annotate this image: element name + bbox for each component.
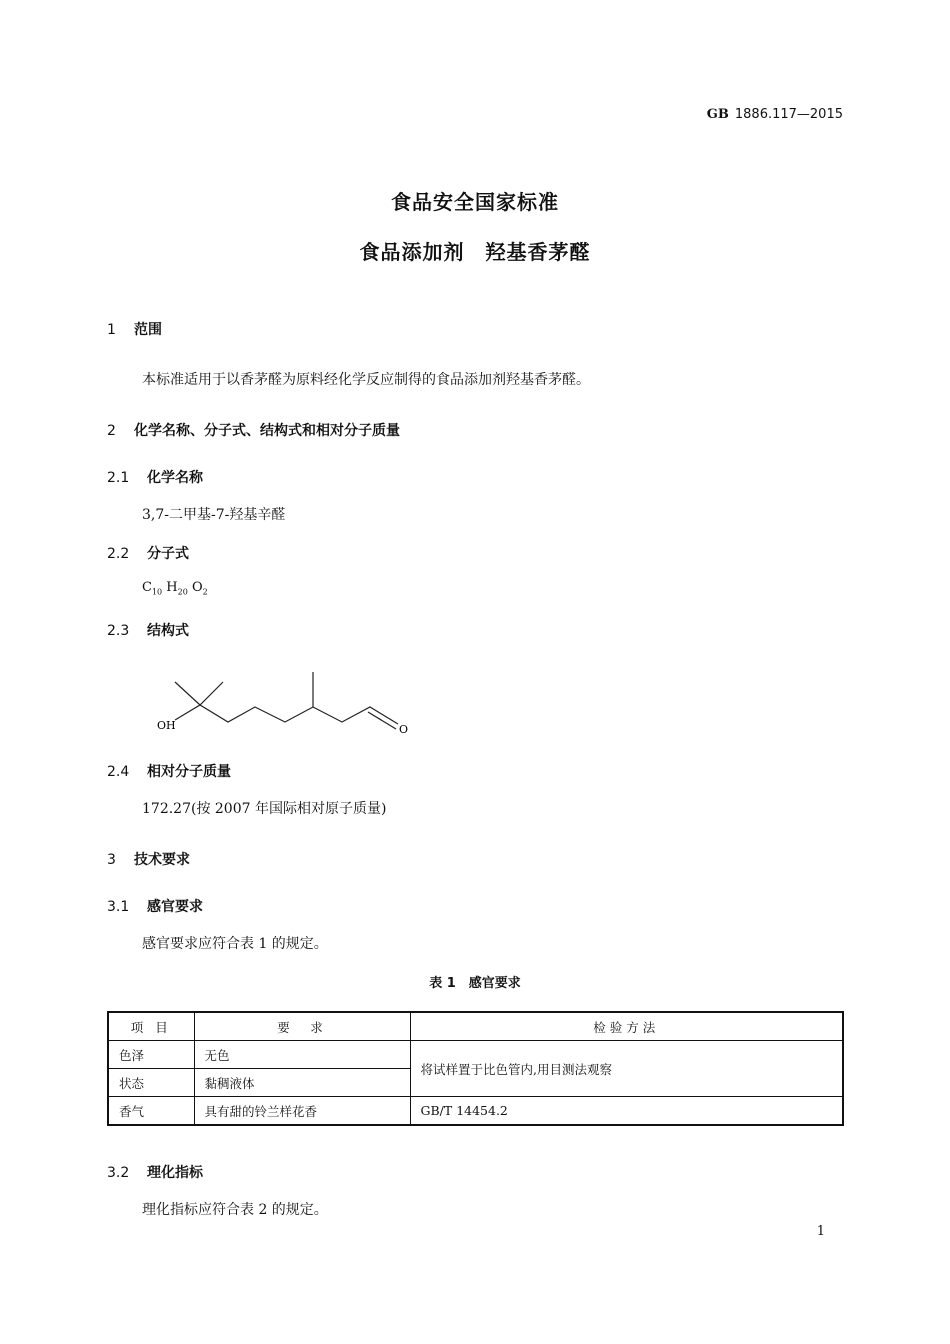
para-scope: 本标准适用于以香茅醛为原料经化学反应制得的食品添加剂羟基香茅醛。 [142, 372, 590, 388]
sensory-table [107, 1011, 844, 1126]
table-cell: 香气 [108, 1097, 194, 1126]
page-number: 1 [816, 1224, 825, 1239]
std-prefix: GB [706, 107, 729, 122]
heading-2-4: 2.4 相对分子质量 [107, 764, 231, 780]
header-cell: 检验方法 [410, 1012, 843, 1041]
header-cell: 要 求 [194, 1012, 410, 1041]
table-cell: 黏稠液体 [194, 1069, 410, 1097]
para-sensory: 感官要求应符合表 1 的规定。 [142, 936, 328, 952]
heading-2-3: 2.3 结构式 [107, 623, 189, 639]
header-cell: 项 目 [108, 1012, 194, 1041]
para-physchem: 理化指标应符合表 2 的规定。 [142, 1202, 328, 1218]
table-cell: 具有甜的铃兰样花香 [194, 1097, 410, 1126]
heading-3: 3 技术要求 [107, 852, 190, 868]
table-cell: GB/T 14454.2 [410, 1097, 843, 1126]
heading-3-1: 3.1 感官要求 [107, 899, 203, 915]
table-cell: 无色 [194, 1041, 410, 1069]
heading-2: 2 化学名称、分子式、结构式和相对分子质量 [107, 423, 400, 439]
table-cell: 状态 [108, 1069, 194, 1097]
title-sub: 食品添加剂 羟基香茅醛 [359, 240, 591, 264]
std-number: 1886.117—2015 [734, 107, 843, 122]
molecular-mass: 172.27(按 2007 年国际相对原子质量) [142, 801, 387, 817]
oh-label: OH [157, 719, 176, 732]
table-cell: 色泽 [108, 1041, 194, 1069]
table-row [108, 1097, 843, 1126]
chem-name: 3,7-二甲基-7-羟基辛醛 [142, 507, 286, 523]
heading-1: 1 范围 [107, 322, 162, 338]
table-cell: 将试样置于比色管内,用目测法观察 [410, 1041, 843, 1097]
heading-3-2: 3.2 理化指标 [107, 1165, 203, 1181]
table-caption: 表 1 感官要求 [429, 976, 521, 991]
title-main: 食品安全国家标准 [391, 190, 559, 214]
table-header-row [108, 1012, 843, 1041]
molecular-formula: $C_{10}$ $H_{20}$ $O_2$ [142, 580, 208, 597]
heading-2-1: 2.1 化学名称 [107, 470, 203, 486]
table-row [108, 1041, 843, 1069]
o-label: O [399, 723, 409, 736]
heading-2-2: 2.2 分子式 [107, 546, 189, 562]
